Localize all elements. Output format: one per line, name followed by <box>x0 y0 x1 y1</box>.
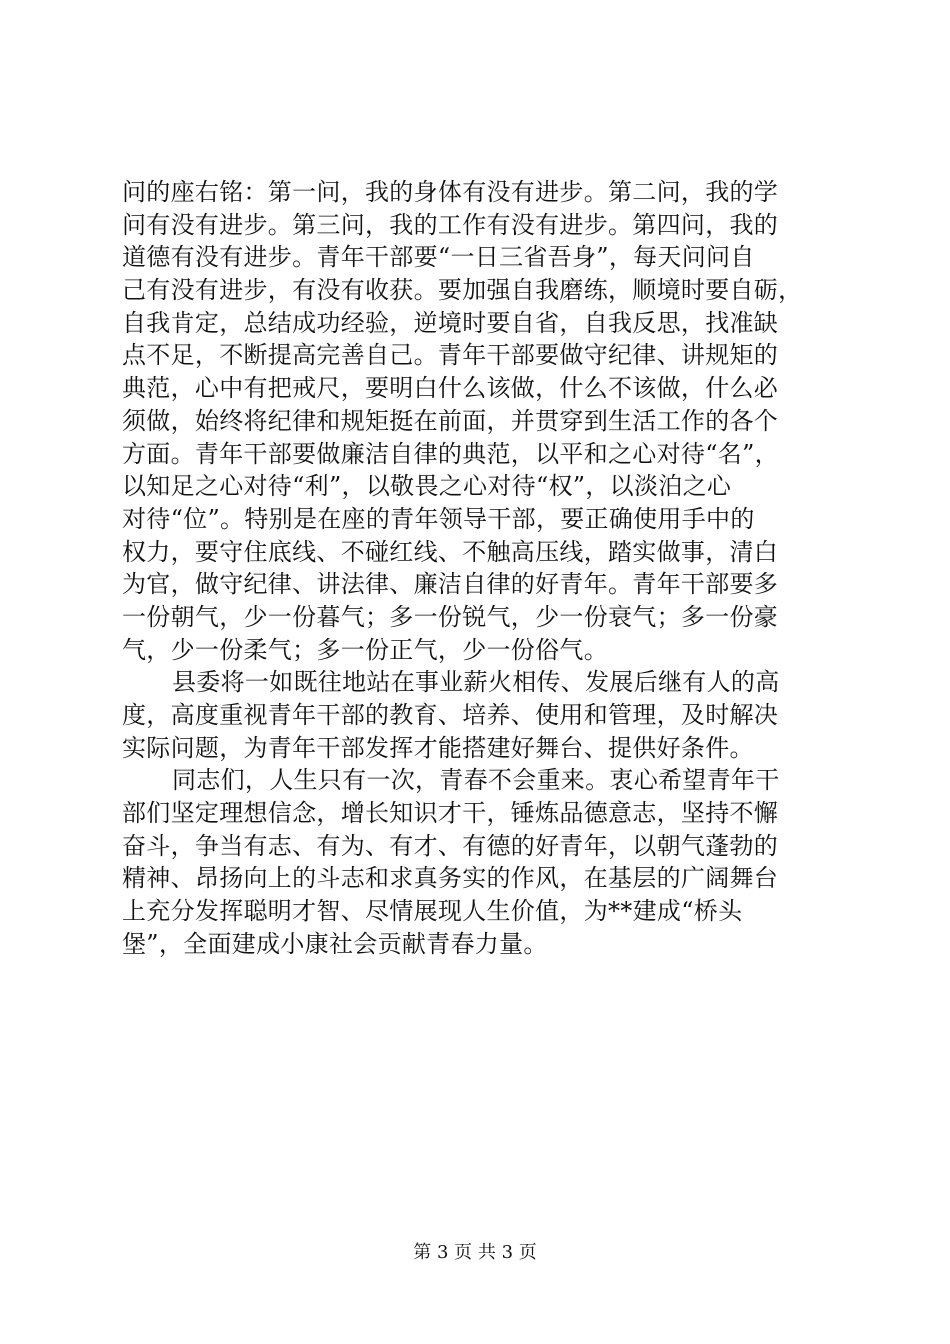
text-line: 为官，做守纪律、讲法律、廉洁自律的好青年。青年干部要多 <box>122 570 779 599</box>
document-body <box>122 176 842 961</box>
text-line: 以知足之心对待“利”，以敬畏之心对待“权”，以淡泊之心 <box>122 472 732 501</box>
text-line: 奋斗，争当有志、有为、有才、有德的好青年，以朝气蓬勃的 <box>122 831 779 860</box>
text-line: 问的座右铭：第一问，我的身体有没有进步。第二问，我的学 <box>122 178 779 206</box>
text-line: 典范，心中有把戒尺，要明白什么该做，什么不该做，什么必 <box>122 374 779 403</box>
text-line: 堡”，全面建成小康社会贡献青春力量。 <box>122 929 548 958</box>
text-line: 县委将一如既往地站在事业薪火相传、发展后继有人的高 <box>172 668 780 697</box>
text-line: 精神、昂扬向上的斗志和求真务实的作风，在基层的广阔舞台 <box>122 864 779 893</box>
text-line: 问有没有进步。第三问，我的工作有没有进步。第四问，我的 <box>122 210 779 239</box>
text-line: 方面。青年干部要做廉洁自律的典范，以平和之心对待“名”， <box>122 439 779 468</box>
text-line: 须做，始终将纪律和规矩挺在前面，并贯穿到生活工作的各个 <box>122 406 779 435</box>
paragraph <box>122 764 842 960</box>
text-line: 度，高度重视青年干部的教育、培养、使用和管理，及时解决 <box>122 701 779 729</box>
text-line: 对待“位”。特别是在座的青年领导干部，要正确使用手中的 <box>122 504 755 533</box>
text-line: 实际问题，为青年干部发挥才能搭建好舞台、提供好条件。 <box>122 733 754 762</box>
paragraph <box>122 176 842 666</box>
text-line: 权力，要守住底线、不碰红线、不触高压线，踏实做事，清白 <box>122 537 779 566</box>
text-line: 部们坚定理想信念，增长知识才干，锤炼品德意志，坚持不懈 <box>122 799 779 828</box>
page-footer: 第 3 页 共 3 页 <box>413 1242 537 1263</box>
text-line: 上充分发挥聪明才智、尽情展现人生价值，为**建成“桥头 <box>122 897 743 926</box>
text-line: 道德有没有进步。青年干部要“一日三省吾身”，每天问问自 <box>122 243 755 272</box>
text-line: 气，少一份柔气；多一份正气，少一份俗气。 <box>122 635 608 664</box>
text-line: 同志们，人生只有一次，青春不会重来。衷心希望青年干 <box>172 766 780 795</box>
paragraph <box>122 666 842 764</box>
text-line: 自我肯定，总结成功经验，逆境时要自省，自我反思，找准缺 <box>122 308 779 337</box>
text-line: 点不足，不断提高完善自己。青年干部要做守纪律、讲规矩的 <box>122 341 779 370</box>
text-line: 一份朝气，少一份暮气；多一份锐气，少一份衰气；多一份豪 <box>122 602 779 631</box>
text-line: 己有没有进步，有没有收获。要加强自我磨练，顺境时要自砺， <box>122 276 803 305</box>
